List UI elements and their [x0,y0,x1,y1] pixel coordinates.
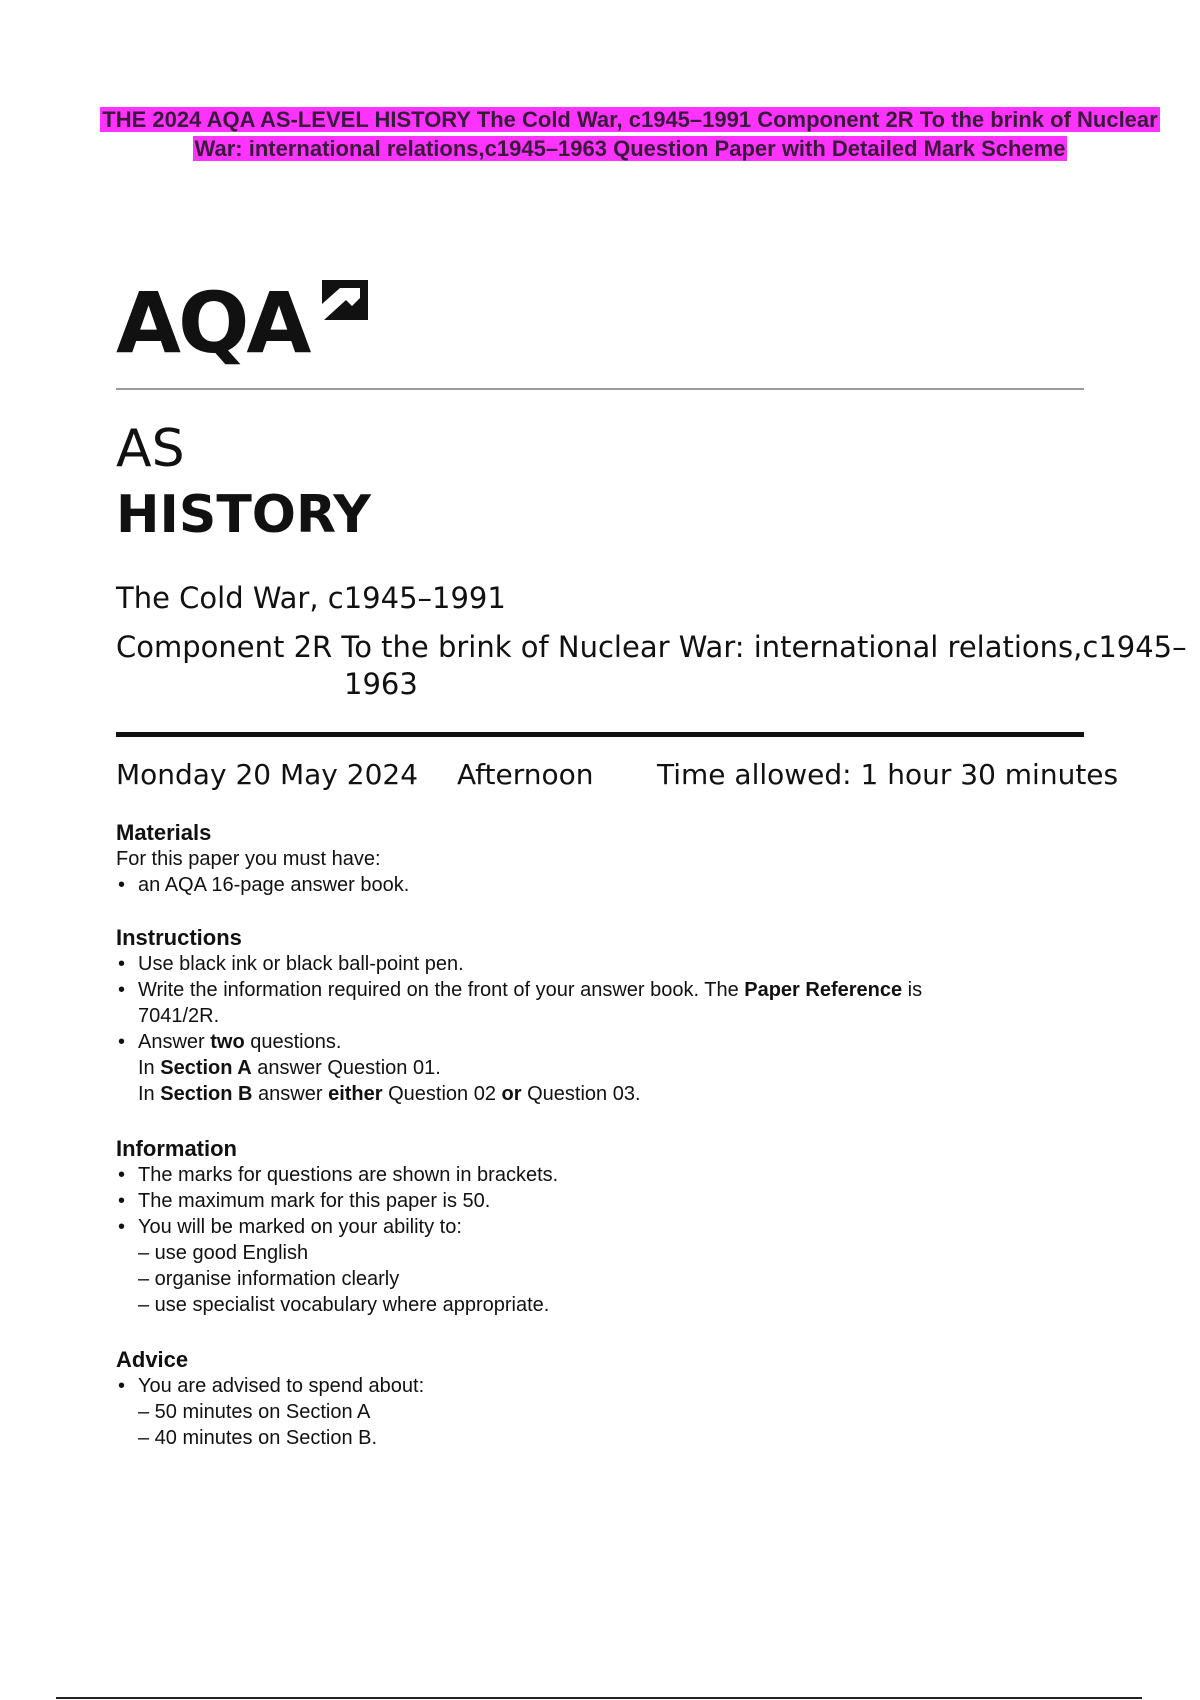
list-item [116,977,922,1003]
title-divider [116,732,1084,737]
banner-text: THE 2024 AQA AS-LEVEL HISTORY The Cold War, c1945–1991 Component 2R To the brink of Nuclear War: international relations,c1945–1963 Question Paper with Detailed Mark Scheme [102,107,1158,161]
list-item: • Use black ink or black ball-point pen. [116,951,922,977]
instruction-text: In [138,1057,161,1079]
instructions-list [116,951,922,1107]
time-allowed: Time allowed: 1 hour 30 minutes [657,758,1119,791]
materials-intro: For this paper you must have: [116,848,381,870]
list-item: • The marks for questions are shown in brackets. [116,1162,558,1188]
list-item: • The maximum mark for this paper is 50. [116,1188,558,1214]
document-title-banner [80,105,1180,163]
instruction-text: is [902,979,923,1001]
section-b-label: Section B [160,1083,253,1105]
instruction-text: Question 02 [382,1083,502,1105]
advice-list [116,1373,424,1451]
section-a-label: Section A [160,1057,252,1079]
aqa-logo [116,274,372,372]
component-title: Component 2R To the brink of Nuclear War: international relations,c1945– [116,630,1187,664]
emphasis-text: either [328,1083,383,1105]
component-title-continued: 1963 [344,667,418,701]
instruction-text: answer Question 01. [251,1057,441,1079]
list-item [116,1029,922,1055]
emphasis-text: or [501,1083,522,1105]
qualification-level: AS [116,419,185,479]
paper-title: The Cold War, c1945–1991 [116,581,506,615]
advice-heading: Advice [116,1347,189,1372]
aqa-logo-text: AQA [116,274,309,372]
list-subitem [116,1081,922,1107]
materials-section [116,820,409,898]
instruction-text: Answer [138,1031,211,1053]
exam-date: Monday 20 May 2024 [116,758,419,791]
aqa-tick-mark-icon [316,276,372,333]
instruction-text: answer [252,1083,329,1105]
instruction-text: Question 03. [521,1083,641,1105]
list-item-continued: 7041/2R. [138,1005,220,1027]
information-list [116,1162,558,1318]
instruction-text: questions. [244,1031,342,1053]
header-divider [116,388,1084,390]
paper-reference-label: Paper Reference [744,979,903,1001]
list-subitem: – organise information clearly [138,1268,400,1290]
list-subitem: – use specialist vocabulary where appropriate. [138,1294,550,1316]
information-heading: Information [116,1136,237,1161]
list-item: • You are advised to spend about: [116,1373,424,1399]
list-item: • an AQA 16-page answer book. [116,872,409,898]
instructions-heading: Instructions [116,925,242,950]
list-subitem [116,1055,922,1081]
materials-heading: Materials [116,820,212,845]
instruction-text: Write the information required on the front of your answer book. The [138,979,745,1001]
information-section [116,1136,558,1318]
subject-title: HISTORY [116,485,371,545]
advice-section [116,1347,424,1451]
page-bottom-divider [56,1697,1142,1699]
instructions-section [116,925,922,1107]
instruction-text: In [138,1083,161,1105]
list-subitem: – 40 minutes on Section B. [138,1427,378,1449]
list-subitem: – use good English [138,1242,309,1264]
list-subitem: – 50 minutes on Section A [138,1401,371,1423]
emphasis-text: two [210,1031,245,1053]
list-item: • You will be marked on your ability to: [116,1214,558,1240]
exam-session: Afternoon [457,758,594,791]
materials-list [116,872,409,898]
